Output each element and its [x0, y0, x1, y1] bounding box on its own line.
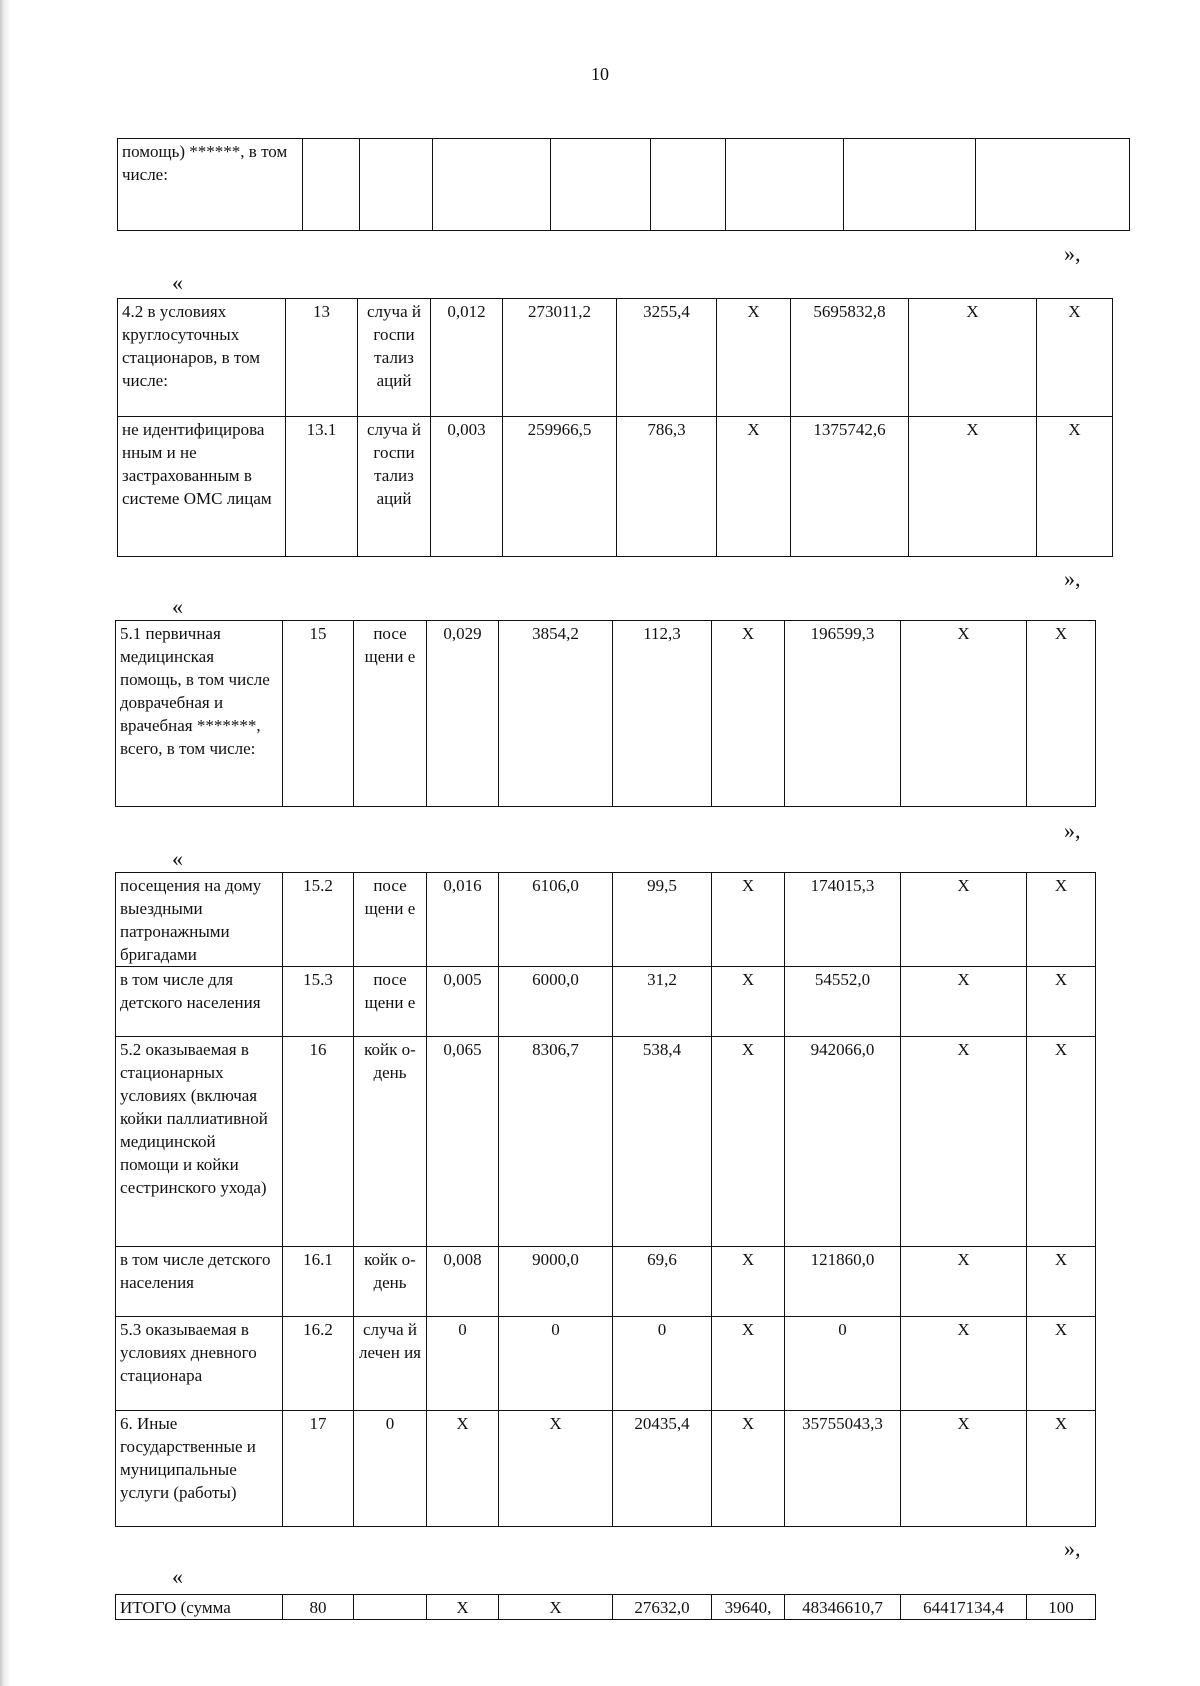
cell-value: 0,008 [427, 1247, 499, 1317]
table-row [116, 1317, 1096, 1411]
cell-value: X [1027, 621, 1096, 807]
cell [303, 139, 360, 231]
cell-value: 6000,0 [499, 967, 613, 1037]
cell-value: X [712, 621, 785, 807]
table-row [116, 1037, 1096, 1247]
cell-name: 5.1 первичная медицинская помощь, в том числе доврачебная и врачебная *******, всего, в том числе: [116, 621, 283, 807]
cell-value: 112,3 [613, 621, 712, 807]
cell-name: 6. Иные государственные и муниципальные услуги (работы) [116, 1411, 283, 1527]
cell-name: 5.3 оказываемая в условиях дневного стационара [116, 1317, 283, 1411]
cell [976, 139, 1130, 231]
cell-value: 0,065 [427, 1037, 499, 1247]
cell-value: 54552,0 [785, 967, 901, 1037]
cell-name: не идентифицирова нным и не застрахованным в системе ОМС лицам [118, 417, 286, 557]
cell-value: X [901, 873, 1027, 967]
opening-quote: « [172, 270, 183, 295]
total-table [115, 1594, 1096, 1620]
cell [433, 139, 551, 231]
cell-value: X [901, 1411, 1027, 1527]
cell-name: посещения на дому выездными патронажными бригадами [116, 873, 283, 967]
cell-code: 17 [283, 1411, 354, 1527]
closing-quote: », [1064, 818, 1081, 843]
cell-value: X [1037, 417, 1113, 557]
cell-unit: случа й госпи тализ аций [358, 417, 431, 557]
cell-value: X [901, 1037, 1027, 1247]
cell-value: 39640, [712, 1595, 785, 1620]
cell-unit: посе щени е [354, 967, 427, 1037]
table-row [116, 1411, 1096, 1527]
cell-value: X [712, 1247, 785, 1317]
table-row [118, 139, 1130, 231]
cell-value: X [1027, 967, 1096, 1037]
cell-value: X [901, 967, 1027, 1037]
cell-value: X [1027, 1247, 1096, 1317]
table-row [116, 967, 1096, 1037]
cell-value: X [712, 873, 785, 967]
cell [360, 139, 433, 231]
cell-name: 4.2 в условиях круглосуточных стационаров, в том числе: [118, 299, 286, 417]
table-row [116, 873, 1096, 967]
cell-value: X [1027, 1411, 1096, 1527]
continuation-table [117, 138, 1130, 231]
cell-value: 35755043,3 [785, 1411, 901, 1527]
cell-value: X [499, 1595, 613, 1620]
table-row [116, 621, 1096, 807]
cell [551, 139, 651, 231]
cell-value: 0 [499, 1317, 613, 1411]
cell-unit: 0 [354, 1411, 427, 1527]
cell-value: X [712, 1411, 785, 1527]
cell-value: 69,6 [613, 1247, 712, 1317]
cell-value: 27632,0 [613, 1595, 712, 1620]
cell-value: 3255,4 [617, 299, 717, 417]
cell-unit: случа й госпи тализ аций [358, 299, 431, 417]
cell-value: 6106,0 [499, 873, 613, 967]
cell-value: X [1027, 873, 1096, 967]
cell-name: ИТОГО (сумма [116, 1595, 283, 1620]
cell-value: X [909, 417, 1037, 557]
cell-value: X [717, 299, 791, 417]
cell-value: X [427, 1411, 499, 1527]
cell-value: 100 [1027, 1595, 1096, 1620]
cell-value: X [901, 1247, 1027, 1317]
cell-value: X [712, 1317, 785, 1411]
cell-value: X [1027, 1317, 1096, 1411]
cell-value: 0,005 [427, 967, 499, 1037]
cell-value: 1375742,6 [791, 417, 909, 557]
cell-value: X [909, 299, 1037, 417]
table-row [118, 299, 1113, 417]
cell-code: 16.2 [283, 1317, 354, 1411]
cell-value: 0,029 [427, 621, 499, 807]
table-row [116, 1247, 1096, 1317]
opening-quote: « [172, 1564, 183, 1589]
cell-unit: случа й лечен ия [354, 1317, 427, 1411]
cell-unit: посе щени е [354, 873, 427, 967]
scan-edge [0, 0, 10, 1686]
closing-quote: », [1064, 566, 1081, 591]
cell-code: 15 [283, 621, 354, 807]
cell-unit: койк о- день [354, 1037, 427, 1247]
cell-value: X [712, 967, 785, 1037]
cell-name: 5.2 оказываемая в стационарных условиях (включая койки паллиативной медицинской помощи и койки сестринского ухода) [116, 1037, 283, 1247]
closing-quote: », [1064, 1536, 1081, 1561]
cell-value: 8306,7 [499, 1037, 613, 1247]
cell-value: 0 [427, 1317, 499, 1411]
cell-value: X [717, 417, 791, 557]
cell-unit: койк о- день [354, 1247, 427, 1317]
cell-value: 99,5 [613, 873, 712, 967]
hospital-table [117, 298, 1113, 557]
cell-name: в том числе для детского населения [116, 967, 283, 1037]
cell-code: 16.1 [283, 1247, 354, 1317]
cell-value: 0,016 [427, 873, 499, 967]
page-number: 10 [591, 64, 609, 84]
cell-value: 0 [613, 1317, 712, 1411]
cell-value: 0,012 [431, 299, 503, 417]
cell [726, 139, 844, 231]
cell-name: помощь) ******, в том числе: [118, 139, 303, 231]
primary-care-table [115, 620, 1096, 807]
opening-quote: « [172, 846, 183, 871]
cell-value: 942066,0 [785, 1037, 901, 1247]
cell-value: 174015,3 [785, 873, 901, 967]
cell-code: 15.2 [283, 873, 354, 967]
cell-value: X [1027, 1037, 1096, 1247]
cell-value: X [499, 1411, 613, 1527]
cell-value: 64417134,4 [901, 1595, 1027, 1620]
cell-code: 13 [286, 299, 358, 417]
cell-value: X [901, 1317, 1027, 1411]
closing-quote: », [1064, 241, 1081, 266]
cell-code: 80 [283, 1595, 354, 1620]
main-services-table [115, 872, 1096, 1527]
cell-value: 9000,0 [499, 1247, 613, 1317]
cell-code: 15.3 [283, 967, 354, 1037]
cell-value: 0 [785, 1317, 901, 1411]
table-row [118, 417, 1113, 557]
cell-value: 538,4 [613, 1037, 712, 1247]
cell-value: 0,003 [431, 417, 503, 557]
cell-value: 273011,2 [503, 299, 617, 417]
cell-name: в том числе детского населения [116, 1247, 283, 1317]
cell-code: 13.1 [286, 417, 358, 557]
cell-unit: посе щени е [354, 621, 427, 807]
cell-value: X [427, 1595, 499, 1620]
cell-value: 3854,2 [499, 621, 613, 807]
opening-quote: « [172, 594, 183, 619]
cell-value: 121860,0 [785, 1247, 901, 1317]
cell-value: 31,2 [613, 967, 712, 1037]
cell-value: 786,3 [617, 417, 717, 557]
cell-unit [354, 1595, 427, 1620]
cell-value: X [712, 1037, 785, 1247]
table-row [116, 1595, 1096, 1620]
cell [651, 139, 726, 231]
cell-value: 5695832,8 [791, 299, 909, 417]
cell-code: 16 [283, 1037, 354, 1247]
cell-value: 48346610,7 [785, 1595, 901, 1620]
cell [844, 139, 976, 231]
cell-value: 20435,4 [613, 1411, 712, 1527]
cell-value: X [901, 621, 1027, 807]
cell-value: 196599,3 [785, 621, 901, 807]
cell-value: 259966,5 [503, 417, 617, 557]
cell-value: X [1037, 299, 1113, 417]
